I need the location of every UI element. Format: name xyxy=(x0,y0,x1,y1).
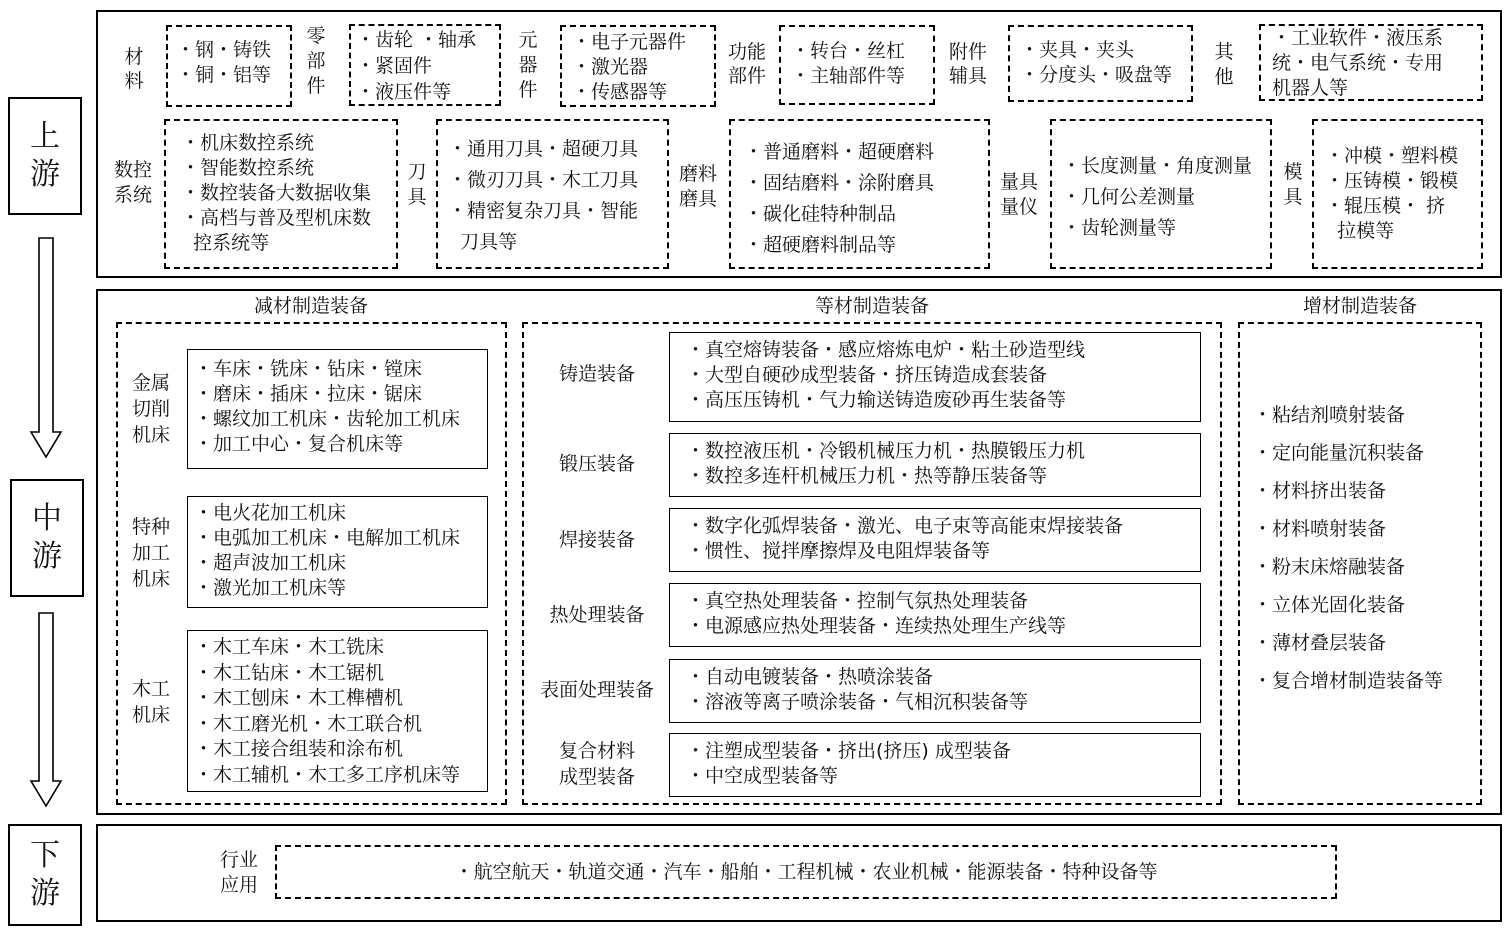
list-item: ・工业软件・液压系 xyxy=(1272,27,1444,49)
list-item: ・普通磨料・超硬磨料 xyxy=(744,141,935,163)
list-item: ・激光器 xyxy=(572,56,649,78)
list-item: ・注塑成型装备・挤出(挤压) 成型装备 xyxy=(686,740,1011,762)
equal-title: 等材制造装备 xyxy=(814,295,929,317)
list-item: ・铜・铝等 xyxy=(176,64,272,86)
upstream-label-accessories: 附件辅具 xyxy=(948,41,987,87)
list-item: ・数控装备大数据收集 xyxy=(181,182,372,204)
upstream-label-parts: 零部件 xyxy=(306,25,326,97)
list-item: ・液压件等 xyxy=(356,81,452,103)
subtractive-label-woodworking: 木工机床 xyxy=(131,678,170,726)
list-item: ・智能数控系统 xyxy=(181,157,315,179)
list-item: ・辊压模・ 挤 xyxy=(1325,195,1446,217)
equal-label-surface: 表面处理装备 xyxy=(539,679,654,701)
upstream-box-cutting-tools xyxy=(436,119,669,269)
equal-box-forging xyxy=(669,433,1201,497)
list-item: ・立体光固化装备 xyxy=(1253,594,1406,616)
stage-midstream xyxy=(10,479,84,597)
upstream-box-others xyxy=(1259,24,1483,101)
list-item: ・精密复杂刀具・智能 xyxy=(448,200,639,222)
upstream-label-components: 元器件 xyxy=(518,29,538,101)
list-item: ・数控液压机・冷锻机械压力机・热膜锻压力机 xyxy=(686,440,1086,462)
list-item: ・齿轮测量等 xyxy=(1062,217,1177,239)
upstream-box-parts xyxy=(349,24,501,106)
equal-box-welding xyxy=(669,508,1201,572)
list-item: ・木工钻床・木工锯机 xyxy=(194,661,385,684)
list-item: 拉模等 xyxy=(1325,220,1395,242)
stage-midstream-label: 中游 xyxy=(32,501,62,574)
upstream-box-abrasives xyxy=(729,119,990,269)
upstream-box-functional-parts xyxy=(779,25,935,105)
list-item: ・加工中心・复合机床等 xyxy=(194,433,404,455)
downstream-box xyxy=(275,845,1337,899)
list-item: ・高档与普及型机床数 xyxy=(181,207,372,229)
equal-label-forging: 锻压装备 xyxy=(558,453,635,475)
list-item: 统・电气系统・专用 xyxy=(1272,52,1444,74)
list-item: ・传感器等 xyxy=(572,81,668,103)
list-item: ・定向能量沉积装备 xyxy=(1253,442,1425,464)
equal-label-heat-treatment: 热处理装备 xyxy=(549,604,645,626)
list-item: ・紧固件 xyxy=(356,55,433,77)
list-item: ・电弧加工机床・电解加工机床 xyxy=(194,527,461,549)
list-item: ・车床・铣床・钻床・镗床 xyxy=(194,358,423,380)
list-item: ・木工刨床・木工榫槽机 xyxy=(194,687,404,709)
list-item: ・真空热处理装备・控制气氛热处理装备 xyxy=(686,590,1029,612)
list-item: ・碳化硅特种制品 xyxy=(744,203,897,225)
upstream-label-cutting-tools: 刀具 xyxy=(407,161,427,208)
list-item: 刀具等 xyxy=(448,231,518,253)
list-item: ・惯性、搅拌摩擦焊及电阻焊装备等 xyxy=(686,540,991,562)
equal-box-surface xyxy=(669,659,1201,723)
equal-box-heat-treatment xyxy=(669,583,1201,647)
equal-label-casting: 铸造装备 xyxy=(558,363,635,385)
upstream-label-molds: 模具 xyxy=(1283,161,1303,208)
subtractive-label-special: 特种加工机床 xyxy=(131,516,170,590)
list-item: ・电子元器件 xyxy=(572,31,687,53)
equal-label-welding: 焊接装备 xyxy=(558,529,635,551)
upstream-label-measuring: 量具量仪 xyxy=(999,171,1038,218)
upstream-label-others: 其他 xyxy=(1214,41,1234,88)
subtractive-title: 减材制造装备 xyxy=(253,295,368,317)
stage-upstream-label: 上游 xyxy=(30,119,60,192)
list-item: ・真空熔铸装备・感应熔炼电炉・粘土砂造型线 xyxy=(686,339,1086,361)
list-item: ・超硬磨料制品等 xyxy=(744,234,897,256)
list-item: ・溶液等离子喷涂装备・气相沉积装备等 xyxy=(686,691,1029,713)
list-item: ・木工接合组装和涂布机 xyxy=(194,738,404,760)
additive-section xyxy=(1238,322,1482,805)
list-item: ・长度测量・角度测量 xyxy=(1062,155,1253,177)
downstream-applications-text: ・航空航天・轨道交通・汽车・船舶・工程机械・农业机械・能源装备・特种设备等 xyxy=(454,860,1158,883)
arrow-down-icon xyxy=(28,611,64,809)
list-item: ・磨床・插床・拉床・锯床 xyxy=(194,383,423,405)
list-item: ・中空成型装备等 xyxy=(686,765,839,787)
list-item: ・通用刀具・超硬刀具 xyxy=(448,138,639,160)
additive-title: 增材制造装备 xyxy=(1302,295,1417,317)
list-item: ・夹具・夹头 xyxy=(1020,39,1135,61)
stage-downstream xyxy=(8,824,82,926)
subtractive-box-metal-cutting xyxy=(187,349,488,469)
list-item: ・电源感应热处理装备・连续热处理生产线等 xyxy=(686,615,1067,637)
list-item: ・超声波加工机床 xyxy=(194,552,347,574)
list-item: ・螺纹加工机床・齿轮加工机床 xyxy=(194,408,461,430)
upstream-label-functional-parts: 功能部件 xyxy=(727,41,766,87)
upstream-box-components xyxy=(560,25,716,107)
list-item: ・几何公差测量 xyxy=(1062,186,1196,208)
upstream-box-accessories xyxy=(1008,25,1193,102)
stage-upstream xyxy=(8,97,82,215)
stage-downstream-label: 下游 xyxy=(30,838,60,911)
list-item: ・木工车床・木工铣床 xyxy=(194,636,385,658)
list-item: ・钢・铸铁 xyxy=(176,39,272,61)
list-item: ・电火花加工机床 xyxy=(194,502,347,524)
list-item: 控系统等 xyxy=(181,232,270,254)
list-item: ・复合增材制造装备等 xyxy=(1253,670,1444,692)
list-item: ・压铸模・锻模 xyxy=(1325,170,1459,192)
list-item: ・分度头・吸盘等 xyxy=(1020,64,1173,86)
list-item: ・齿轮 ・轴承 xyxy=(356,29,477,51)
equal-label-composite: 复合材料成型装备 xyxy=(558,740,635,788)
list-item: ・薄材叠层装备 xyxy=(1253,632,1387,654)
list-item: ・木工辅机・木工多工序机床等 xyxy=(194,763,461,786)
subtractive-box-special xyxy=(187,496,488,608)
downstream-label: 行业应用 xyxy=(219,849,258,896)
upstream-box-materials xyxy=(166,25,292,107)
upstream-box-molds xyxy=(1312,119,1483,269)
list-item: ・材料挤出装备 xyxy=(1253,480,1387,502)
upstream-box-measuring xyxy=(1050,119,1272,269)
list-item: ・转台・丝杠 xyxy=(791,40,906,62)
list-item: ・粉末床熔融装备 xyxy=(1253,556,1406,578)
list-item: ・激光加工机床等 xyxy=(194,577,347,599)
equal-box-composite xyxy=(669,733,1201,797)
list-item: ・高压压铸机・气力输送铸造废砂再生装备等 xyxy=(686,389,1067,411)
list-item: ・粘结剂喷射装备 xyxy=(1253,404,1406,426)
subtractive-label-metal-cutting: 金属切削机床 xyxy=(131,372,170,446)
list-item: 机器人等 xyxy=(1272,77,1349,99)
list-item: ・数控多连杆机械压力机・热等静压装备等 xyxy=(686,465,1048,487)
list-item: ・自动电镀装备・热喷涂装备 xyxy=(686,666,934,688)
list-item: ・主轴部件等 xyxy=(791,65,906,87)
subtractive-box-woodworking xyxy=(187,630,488,792)
list-item: ・大型自硬砂成型装备・挤压铸造成套装备 xyxy=(686,364,1048,386)
list-item: ・木工磨光机・木工联合机 xyxy=(194,712,423,735)
upstream-label-abrasives: 磨料磨具 xyxy=(678,163,717,210)
equal-box-casting xyxy=(669,332,1201,422)
list-item: ・固结磨料・涂附磨具 xyxy=(744,172,935,194)
list-item: ・数字化弧焊装备・激光、电子束等高能束焊接装备 xyxy=(686,515,1124,537)
upstream-label-materials: 材料 xyxy=(124,46,144,92)
list-item: ・微刃刀具・木工刀具 xyxy=(448,169,639,191)
list-item: ・机床数控系统 xyxy=(181,132,315,154)
upstream-box-cnc-system xyxy=(164,119,398,269)
list-item: ・材料喷射装备 xyxy=(1253,518,1387,540)
arrow-down-icon xyxy=(28,236,64,460)
list-item: ・冲模・塑料模 xyxy=(1325,145,1459,167)
upstream-label-cnc-system: 数控系统 xyxy=(113,159,152,206)
